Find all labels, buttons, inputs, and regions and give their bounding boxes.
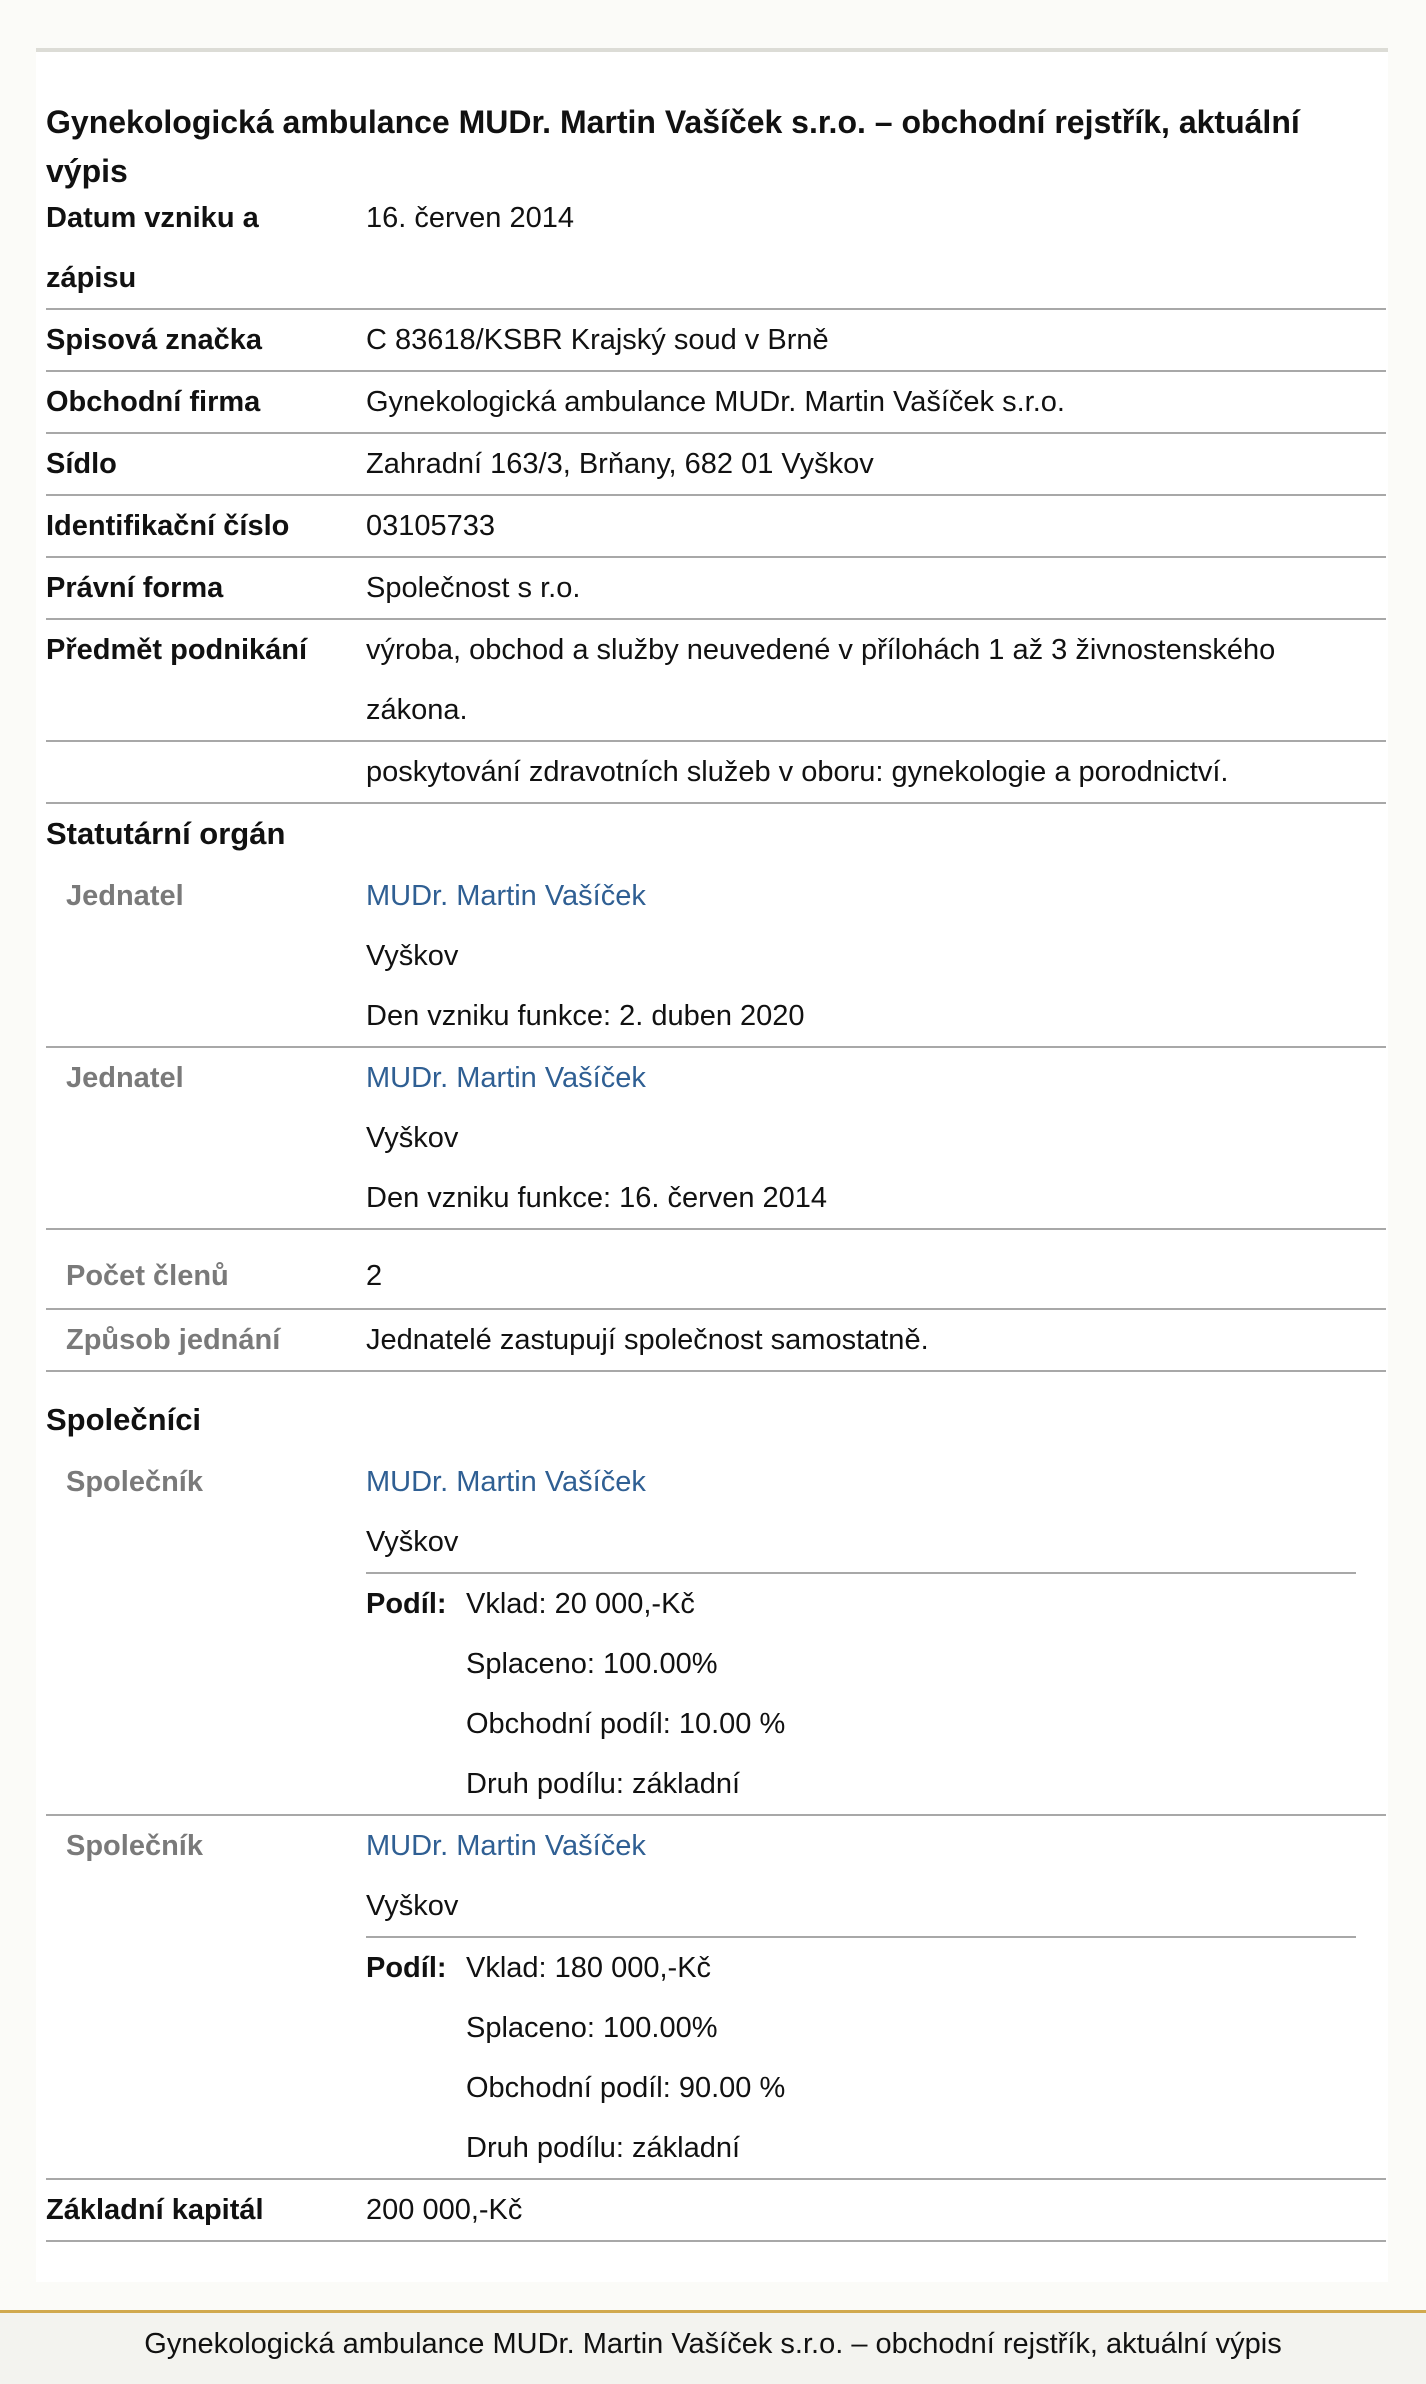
spolecnik-2-podil-label: Podíl: <box>366 1952 447 1984</box>
value-zpusob-jednani: Jednatelé zastupují společnost samostatně. <box>366 1324 929 1356</box>
label-sidlo: Sídlo <box>46 448 117 480</box>
row-obchodni-firma <box>46 372 1386 434</box>
row-ico <box>46 496 1386 558</box>
spolecnik-2-splaceno: Splaceno: 100.00% <box>466 2012 718 2044</box>
row-jednatel-1 <box>46 866 1386 1048</box>
value-jednatel-1 <box>366 866 1376 1046</box>
jednatel-2-since: Den vzniku funkce: 16. červen 2014 <box>366 1182 828 1214</box>
spolecnik-2-city: Vyškov <box>366 1890 459 1922</box>
label-predmet-podnikani: Předmět podnikání <box>46 634 308 666</box>
page-title: Gynekologická ambulance MUDr. Martin Vašíček s.r.o. – obchodní rejstřík, aktuální výpis <box>46 104 1300 189</box>
spolecnik-2-podil <box>366 1936 1356 2178</box>
label-datum-line1: Datum vzniku a <box>46 202 259 234</box>
jednatel-2-name-link[interactable]: MUDr. Martin Vašíček <box>366 1062 646 1094</box>
value-predmet-2: poskytování zdravotních služeb v oboru: gynekologie a porodnictví. <box>366 756 1229 788</box>
row-zpusob-jednani <box>46 1310 1386 1372</box>
row-spolecnik-2 <box>46 1816 1386 2180</box>
value-spisova-znacka: C 83618/KSBR Krajský soud v Brně <box>366 324 829 356</box>
spolecnik-1-podil <box>366 1572 1356 1814</box>
row-zakladni-kapital <box>46 2180 1386 2242</box>
spolecnik-1-city: Vyškov <box>366 1526 459 1558</box>
spolecnik-1-podil-label: Podíl: <box>366 1588 447 1620</box>
label-obchodni-firma: Obchodní firma <box>46 386 261 418</box>
jednatel-1-name-link[interactable]: MUDr. Martin Vašíček <box>366 880 646 912</box>
label-pocet-clenu: Počet členů <box>66 1260 229 1292</box>
label-spolecnik-2: Společník <box>66 1830 203 1862</box>
value-sidlo: Zahradní 163/3, Brňany, 682 01 Vyškov <box>366 448 874 480</box>
value-datum-vzniku: 16. červen 2014 <box>366 202 574 234</box>
spolecnik-1-splaceno: Splaceno: 100.00% <box>466 1648 718 1680</box>
spolecnik-1-podil-details <box>466 1574 785 1814</box>
row-jednatel-2 <box>46 1048 1386 1230</box>
spolecnik-2-druh: Druh podílu: základní <box>466 2132 741 2164</box>
jednatel-2-city: Vyškov <box>366 1122 459 1154</box>
label-datum-line2: zápisu <box>46 262 137 294</box>
row-spolecnik-1 <box>46 1452 1386 1816</box>
spolecnik-1-name-link[interactable]: MUDr. Martin Vašíček <box>366 1466 646 1498</box>
predmet-1-line2: zákona. <box>366 694 468 726</box>
spolecnik-1-druh: Druh podílu: základní <box>466 1768 741 1800</box>
spolecnik-2-obchodni-podil: Obchodní podíl: 90.00 % <box>466 2072 786 2104</box>
jednatel-1-since: Den vzniku funkce: 2. duben 2020 <box>366 1000 805 1032</box>
label-jednatel-2: Jednatel <box>66 1062 184 1094</box>
label-zakladni-kapital: Základní kapitál <box>46 2194 264 2226</box>
footer-text: Gynekologická ambulance MUDr. Martin Vašíček s.r.o. – obchodní rejstřík, aktuální výpis <box>144 2328 1282 2360</box>
section-statutarni-organ: Statutární orgán <box>46 816 286 851</box>
section-spolecnici: Společníci <box>46 1402 202 1437</box>
row-pocet-clenu <box>46 1232 1386 1310</box>
label-datum-vzniku <box>46 188 346 308</box>
spolecnik-2-podil-details <box>466 1938 785 2178</box>
row-predmet-podnikani <box>46 620 1386 742</box>
value-zakladni-kapital: 200 000,-Kč <box>366 2194 523 2226</box>
spolecnik-2-name-link[interactable]: MUDr. Martin Vašíček <box>366 1830 646 1862</box>
row-sidlo <box>46 434 1386 496</box>
label-spolecnik-1: Společník <box>66 1466 203 1498</box>
value-obchodni-firma: Gynekologická ambulance MUDr. Martin Vašíček s.r.o. <box>366 386 1065 418</box>
label-pravni-forma: Právní forma <box>46 572 224 604</box>
row-predmet-podnikani-2 <box>46 742 1386 804</box>
predmet-1-line1: výroba, obchod a služby neuvedené v přílohách 1 až 3 živnostenského <box>366 634 1276 666</box>
value-ico: 03105733 <box>366 510 496 542</box>
value-predmet-1 <box>366 620 1376 740</box>
label-spisova-znacka: Spisová značka <box>46 324 262 356</box>
spolecnik-1-obchodni-podil: Obchodní podíl: 10.00 % <box>466 1708 786 1740</box>
value-jednatel-2 <box>366 1048 1376 1228</box>
label-jednatel-1: Jednatel <box>66 880 184 912</box>
value-pocet-clenu: 2 <box>366 1260 383 1292</box>
spolecnik-2-vklad: Vklad: 180 000,-Kč <box>466 1952 712 1984</box>
label-ico: Identifikační číslo <box>46 510 290 542</box>
label-zpusob-jednani: Způsob jednání <box>66 1324 281 1356</box>
footer <box>0 2313 1426 2384</box>
jednatel-1-city: Vyškov <box>366 940 459 972</box>
value-spolecnik-1 <box>366 1452 1376 1572</box>
value-spolecnik-2 <box>366 1816 1376 1936</box>
row-datum-vzniku <box>46 188 1386 310</box>
row-pravni-forma <box>46 558 1386 620</box>
spolecnik-1-vklad: Vklad: 20 000,-Kč <box>466 1588 695 1620</box>
value-pravni-forma: Společnost s r.o. <box>366 572 581 604</box>
register-extract-card <box>36 48 1388 2282</box>
row-spisova-znacka <box>46 310 1386 372</box>
